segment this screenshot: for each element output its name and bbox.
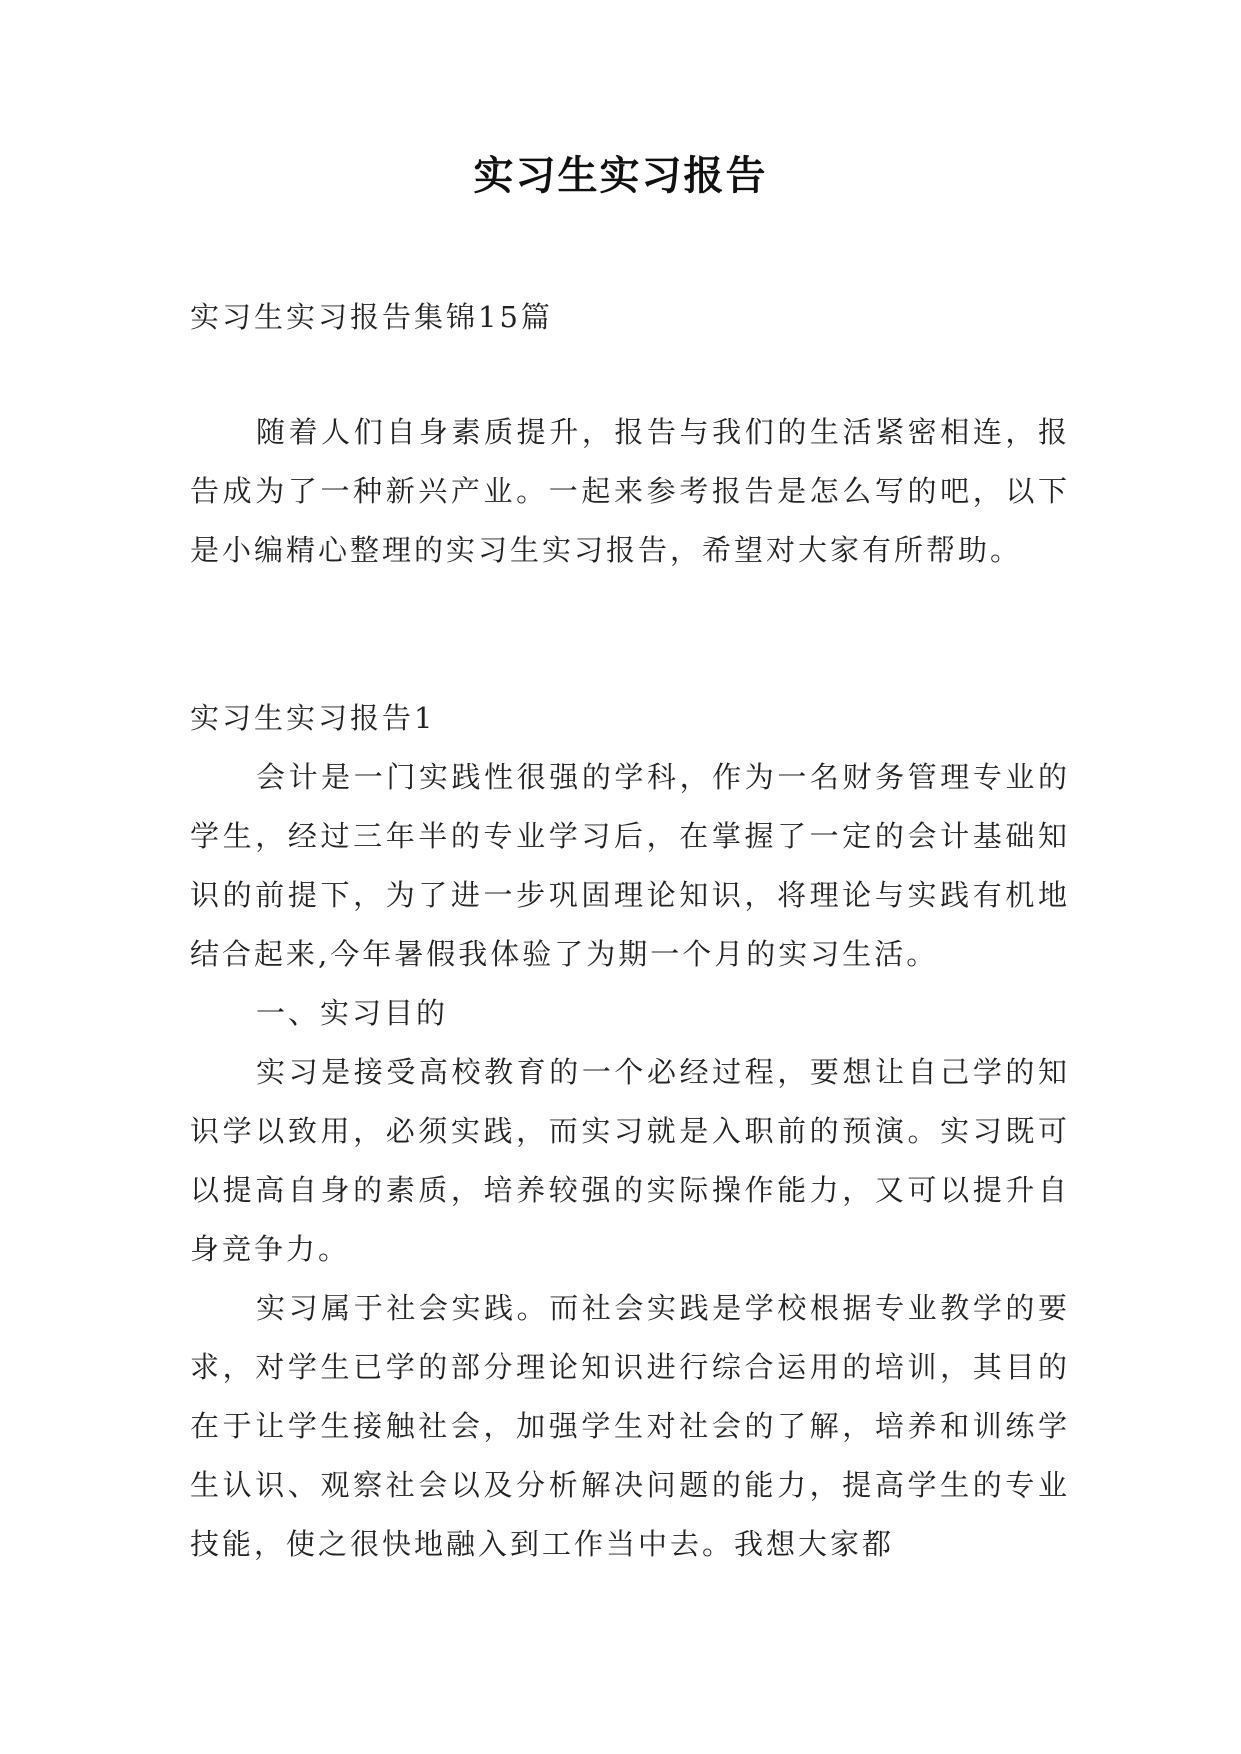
report-section-1: [190, 689, 1070, 1574]
subtitle-text: 实习生实习报告集锦15篇: [190, 300, 553, 334]
section-paragraph-1: 会计是一门实践性很强的学科，作为一名财务管理专业的学生，经过三年半的专业学习后，在掌握了一定的会计基础知识的前提下，为了进一步巩固理论知识，将理论与实践有机地结合起来,今年暑假我体验了为期一个月的实习生活。: [190, 760, 1070, 971]
section-paragraph-2: 实习是接受高校教育的一个必经过程，要想让自己学的知识学以致用，必须实践，而实习就是入职前的预演。实习既可以提高自身的素质，培养较强的实际操作能力，又可以提升自身竞争力。: [190, 1055, 1070, 1266]
section-paragraph-3: 实习属于社会实践。而社会实践是学校根据专业教学的要求，对学生已学的部分理论知识进行综合运用的培训，其目的在于让学生接触社会，加强学生对社会的了解，培养和训练学生认识、观察社会以及分析解决问题的能力，提高学生的专业技能，使之很快地融入到工作当中去。我想大家都: [190, 1291, 1070, 1561]
section-heading: 实习生实习报告1: [190, 701, 436, 735]
intro-paragraph: 随着人们自身素质提升，报告与我们的生活紧密相连，报告成为了一种新兴产业。一起来参考报告是怎么写的吧，以下是小编精心整理的实习生实习报告，希望对大家有所帮助。: [190, 415, 1070, 567]
document-subtitle: [190, 288, 1070, 347]
intro-section: [190, 403, 1070, 580]
document-title: 实习生实习报告: [473, 153, 768, 199]
section-subheading: 一、实习目的: [256, 996, 449, 1030]
